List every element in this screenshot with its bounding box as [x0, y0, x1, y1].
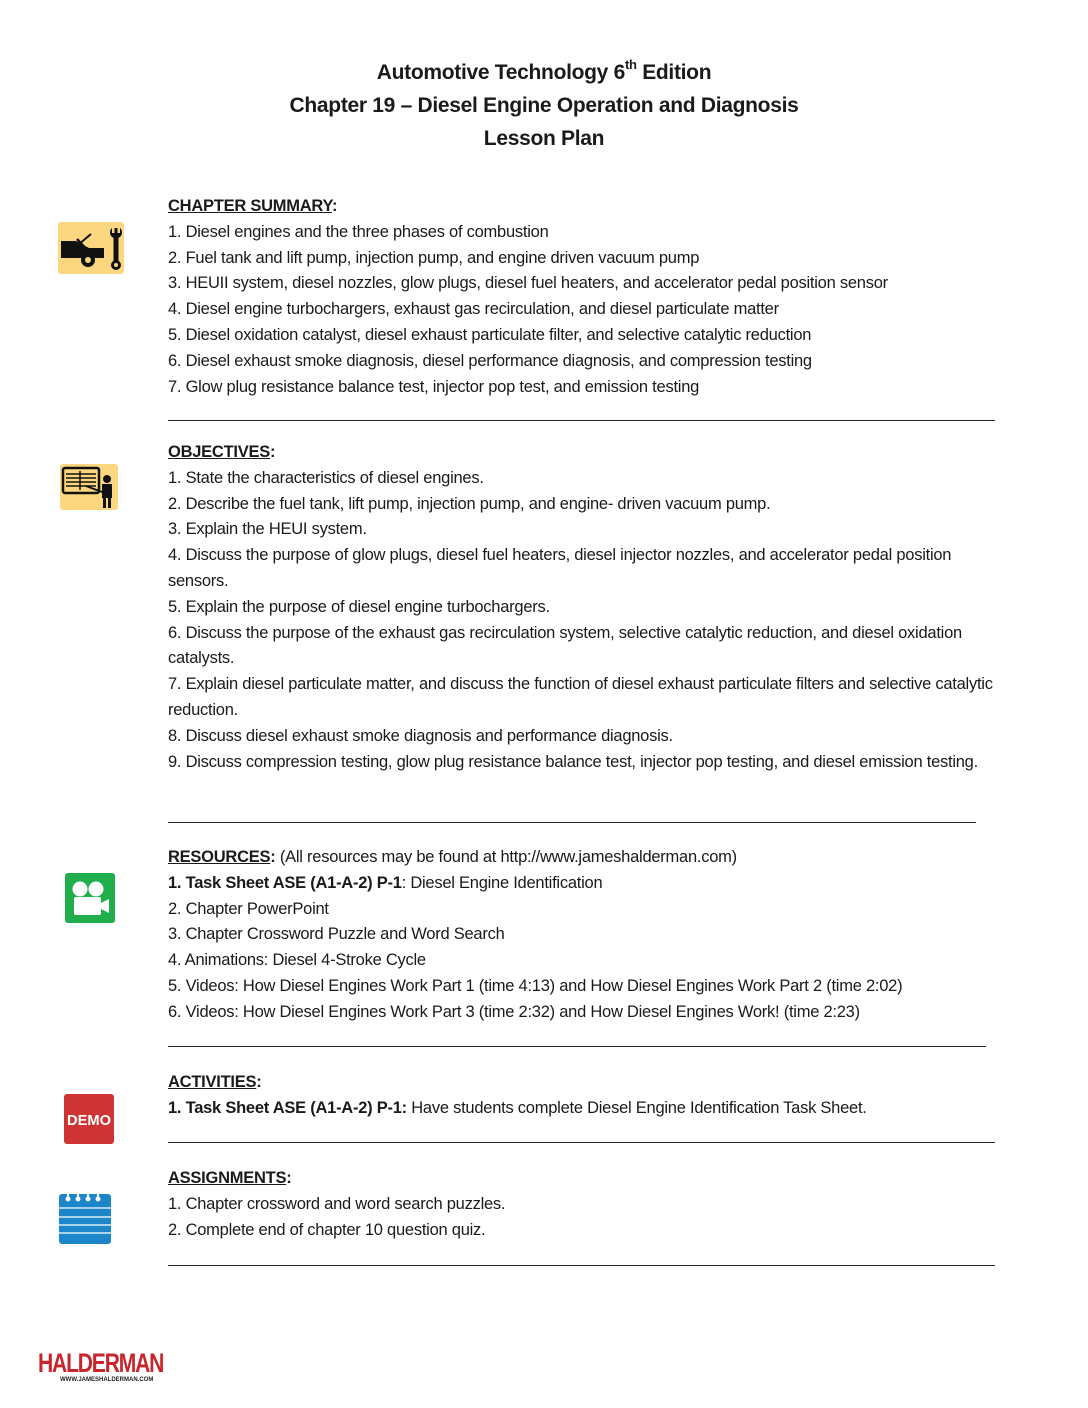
- brand-name: HALDERMAN: [38, 1348, 164, 1378]
- section-heading: RESOURCES:: [168, 848, 276, 866]
- list-item: 1. Chapter crossword and word search puzzles.: [168, 1194, 506, 1213]
- list-item: 1. Diesel engines and the three phases of combustion: [168, 222, 549, 241]
- video-camera-icon: [65, 873, 115, 923]
- title-line-1: Automotive Technology 6th Edition: [376, 57, 712, 84]
- resources-note: (All resources may be found at http://www.jameshalderman.com): [275, 848, 737, 866]
- section-heading: ACTIVITIES:: [168, 1073, 262, 1091]
- activities-section: [168, 1070, 1018, 1122]
- section-divider: [168, 1046, 986, 1047]
- list-item: 9. Discuss compression testing, glow plug resistance balance test, injector pop testing, and diesel emission testing.: [168, 752, 978, 771]
- teacher-board-icon: [60, 464, 118, 510]
- list-item: 1. State the characteristics of diesel engines.: [168, 468, 484, 487]
- halderman-logo: [38, 1348, 164, 1383]
- section-heading: CHAPTER SUMMARY:: [168, 197, 338, 215]
- section-divider: [168, 420, 995, 421]
- objectives-section: [168, 440, 1018, 775]
- list-item: 3. Chapter Crossword Puzzle and Word Search: [168, 925, 505, 944]
- section-divider: [168, 1142, 995, 1143]
- demo-label: DEMO: [67, 1112, 112, 1129]
- title-line-3: Lesson Plan: [483, 127, 605, 150]
- list-item: 1. Task Sheet ASE (A1-A-2) P-1: Have students complete Diesel Engine Identification Task Sheet.: [168, 1098, 867, 1117]
- list-item: 2. Complete end of chapter 10 question quiz.: [168, 1220, 486, 1239]
- list-item: 3. HEUII system, diesel nozzles, glow plugs, diesel fuel heaters, and accelerator pedal position sensor: [168, 274, 888, 293]
- document-title: [0, 56, 1088, 155]
- list-item: 1. Task Sheet ASE (A1-A-2) P-1: Diesel Engine Identification: [168, 873, 603, 892]
- list-item: 7. Glow plug resistance balance test, injector pop test, and emission testing: [168, 377, 700, 396]
- list-item: 4. Animations: Diesel 4-Stroke Cycle: [168, 951, 426, 970]
- list-item: 6. Discuss the purpose of the exhaust gas recirculation system, selective catalytic reduction, and diesel oxidation catalysts.: [168, 623, 962, 668]
- car-repair-icon: [58, 222, 124, 274]
- list-item: 5. Diesel oxidation catalyst, diesel exhaust particulate filter, and selective catalytic reduction: [168, 325, 812, 344]
- section-heading: ASSIGNMENTS:: [168, 1169, 292, 1187]
- section-heading: OBJECTIVES:: [168, 443, 276, 461]
- title-line-2: Chapter 19 – Diesel Engine Operation and Diagnosis: [289, 94, 799, 117]
- section-divider: [168, 822, 976, 823]
- assignments-section: [168, 1166, 1018, 1243]
- list-item: 2. Chapter PowerPoint: [168, 899, 329, 918]
- chapter-summary-section: [168, 194, 1018, 400]
- list-item: 4. Diesel engine turbochargers, exhaust gas recirculation, and diesel particulate matter: [168, 300, 779, 319]
- resources-section: [168, 845, 1018, 1026]
- list-item: 2. Fuel tank and lift pump, injection pump, and engine driven vacuum pump: [168, 248, 700, 267]
- list-item: 5. Explain the purpose of diesel engine turbochargers.: [168, 597, 550, 616]
- section-divider: [168, 1265, 995, 1266]
- list-item: 5. Videos: How Diesel Engines Work Part 1 (time 4:13) and How Diesel Engines Work Part 2 (time 2:02): [168, 976, 903, 995]
- list-item: 3. Explain the HEUI system.: [168, 520, 367, 539]
- list-item: 6. Videos: How Diesel Engines Work Part 3 (time 2:32) and How Diesel Engines Work! (time 2:23): [168, 1002, 860, 1021]
- resources-heading-line: [168, 845, 1018, 871]
- list-item: 6. Diesel exhaust smoke diagnosis, diesel performance diagnosis, and compression testing: [168, 351, 812, 370]
- demo-icon: [64, 1094, 114, 1144]
- superscript: th: [624, 57, 637, 72]
- list-item: 8. Discuss diesel exhaust smoke diagnosis and performance diagnosis.: [168, 726, 673, 745]
- notepad-icon: [59, 1192, 111, 1244]
- list-item: 7. Explain diesel particulate matter, and discuss the function of diesel exhaust particulate filters and selective catalytic reduction.: [168, 675, 993, 719]
- brand-url: WWW.JAMESHALDERMAN.COM: [60, 1377, 154, 1383]
- list-item: 2. Describe the fuel tank, lift pump, injection pump, and engine- driven vacuum pump.: [168, 494, 771, 513]
- list-item: 4. Discuss the purpose of glow plugs, diesel fuel heaters, diesel injector nozzles, and accelerator pedal position sensors.: [168, 546, 952, 590]
